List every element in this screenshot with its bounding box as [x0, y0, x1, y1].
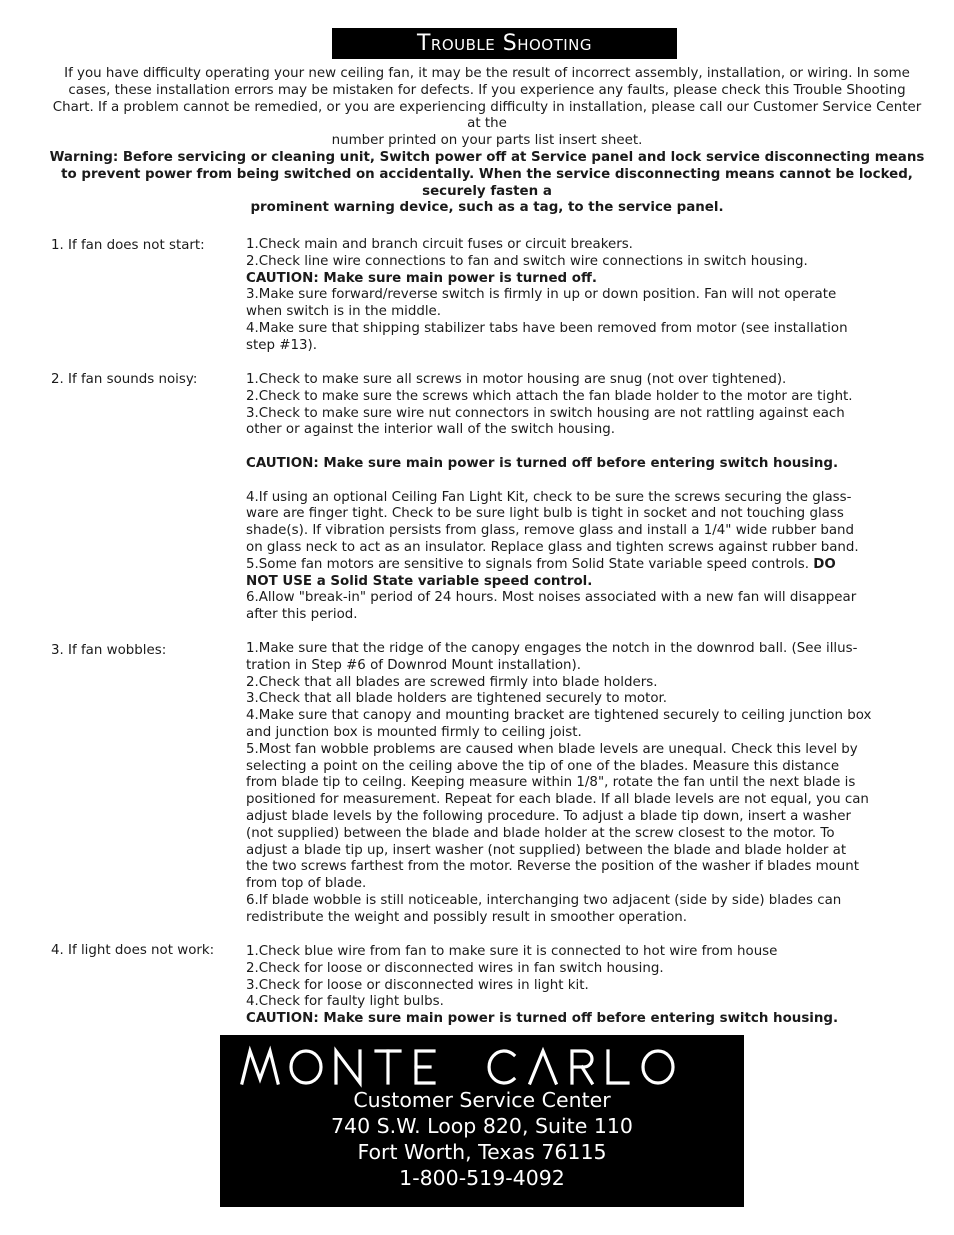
instruction-text: 5.Some fan motors are sensitive to signals from Solid State variable speed controls.	[246, 556, 814, 572]
instruction-text: the two screws farthest from the motor. Reverse the position of the washer if blades mount	[246, 859, 860, 875]
instruction-line	[246, 523, 914, 540]
instruction-line	[246, 641, 914, 658]
instruction-text: after this period.	[246, 607, 358, 623]
instruction-line	[246, 590, 914, 607]
instruction-line	[246, 540, 914, 557]
instruction-line	[246, 237, 914, 254]
instruction-line	[246, 691, 914, 708]
instruction-text: other or against the interior wall of the switch housing.	[246, 422, 615, 438]
caution-line	[246, 1011, 914, 1028]
street-address: 740 S.W. Loop 820, Suite 110	[331, 1114, 633, 1138]
city-state-zip: Fort Worth, Texas 76115	[357, 1140, 607, 1164]
section-label-fan-not-start: 1. If fan does not start:	[51, 238, 205, 253]
instruction-line	[246, 826, 914, 843]
instruction-text: 2.Check line wire connections to fan and switch wire connections in switch housing.	[246, 253, 808, 269]
instruction-text: tration in Step #6 of Downrod Mount installation).	[246, 657, 581, 673]
instruction-text: from top of blade.	[246, 876, 367, 892]
instruction-text: step #13).	[246, 337, 317, 353]
instruction-text: 3.Make sure forward/reverse switch is firmly in up or down position. Fan will not operate	[246, 287, 837, 303]
instruction-line	[246, 422, 914, 439]
instruction-text: adjust blade levels by the following procedure. To adjust a blade tip down, insert a washer	[246, 808, 851, 824]
section-label-fan-wobbles: 3. If fan wobbles:	[51, 643, 167, 658]
instruction-line	[246, 557, 914, 574]
warning-text-tail: prominent warning device, such as a tag, to the service panel.	[250, 200, 724, 216]
instruction-line	[246, 944, 914, 961]
instruction-line	[246, 843, 914, 860]
instruction-line	[246, 254, 914, 271]
instruction-line	[246, 893, 914, 910]
section-label-light-not-work: 4. If light does not work:	[51, 943, 215, 958]
instruction-text: 6.Allow "break-in" period of 24 hours. Most noises associated with a new fan will disappear	[246, 590, 857, 606]
intro-phone-note: number printed on your parts list insert sheet.	[331, 133, 643, 149]
section-body-light-not-work	[246, 944, 914, 1028]
instruction-text: from blade tip to ceilng. Keeping measure within 1/8", rotate the fan until the next blade is	[246, 775, 856, 791]
instruction-line	[246, 675, 914, 692]
page-title: Trouble Shooting	[332, 28, 677, 59]
instruction-text: positioned for measurement. Repeat for each blade. If all blade levels are not equal, you can	[246, 792, 869, 808]
instruction-text: shade(s). If vibration persists from glass, remove glass and install a 1/4" wide rubber band	[246, 523, 855, 539]
instruction-text: ware are finger tight. Check to be sure light bulb is tight in socket and not touching glass	[246, 506, 844, 522]
instruction-text: 6.If blade wobble is still noticeable, interchanging two adjacent (side by side) blades can	[246, 892, 842, 908]
instruction-text: 1.Check blue wire from fan to make sure it is connected to hot wire from house	[246, 944, 778, 959]
instruction-text: and junction box is mounted firmly to ceiling joist.	[246, 724, 582, 740]
instruction-line	[246, 389, 914, 406]
section-body-fan-not-start	[246, 237, 914, 355]
caution-line	[246, 574, 914, 591]
instruction-line	[246, 978, 914, 995]
line-spacer	[246, 473, 914, 490]
caution-line	[246, 456, 914, 473]
instruction-text: 4.If using an optional Ceiling Fan Light Kit, check to be sure the screws securing the glass-	[246, 489, 852, 505]
phone-number: 1-800-519-4092	[399, 1166, 565, 1190]
instruction-line	[246, 708, 914, 725]
instruction-text: 5.Most fan wobble problems are caused when blade levels are unequal. Check this level by	[246, 741, 858, 757]
instruction-line	[246, 910, 914, 927]
instruction-text: redistribute the weight and possibly result in smoother operation.	[246, 909, 688, 925]
caution-line	[246, 271, 914, 288]
instruction-text: 1.Check to make sure all screws in motor housing are snug (not over tightened).	[246, 372, 787, 387]
instruction-text: 3.Check to make sure wire nut connectors in switch housing are not rattling against each	[246, 405, 845, 421]
section-body-fan-noisy	[246, 372, 914, 624]
customer-service-heading: Customer Service Center	[353, 1088, 611, 1112]
instruction-text: CAUTION: Make sure main power is turned off.	[246, 270, 597, 286]
instruction-text: adjust a blade tip up, insert washer (not supplied) between the blade and blade holder at	[246, 842, 847, 858]
instruction-line	[246, 506, 914, 523]
instruction-text: NOT USE a Solid State variable speed control.	[246, 573, 593, 589]
instruction-text: 2.Check for loose or disconnected wires in fan switch housing.	[246, 960, 664, 976]
contact-lines	[220, 1087, 744, 1191]
instruction-text: 4.Make sure that shipping stabilizer tabs have been removed from motor (see installation	[246, 320, 848, 336]
instruction-text: selecting a point on the ceiling above the tip of one of the blades. Measure this distance	[246, 758, 840, 774]
warning-text: Warning: Before servicing or cleaning unit, Switch power off at Service panel and lock service disconnecting means to prevent power from being switched on accidentally. When the service disconnecting means cannot be locked, securely fasten a	[49, 149, 925, 199]
instruction-line	[246, 658, 914, 675]
line-spacer	[246, 439, 914, 456]
instruction-line	[246, 961, 914, 978]
instruction-text: on glass neck to act as an insulator. Replace glass and tighten screws against rubber band.	[246, 539, 859, 555]
instruction-line	[246, 775, 914, 792]
section-label-fan-noisy: 2. If fan sounds noisy:	[51, 372, 198, 387]
emphasis-text: DO	[813, 556, 836, 572]
monte-carlo-logo	[220, 1041, 744, 1093]
instruction-line	[246, 490, 914, 507]
instruction-text: 3.Check that all blade holders are tightened securely to motor.	[246, 691, 668, 707]
instruction-line	[246, 725, 914, 742]
instruction-text: 2.Check that all blades are screwed firmly into blade holders.	[246, 674, 658, 690]
instruction-line	[246, 792, 914, 809]
intro-paragraph: If you have difficulty operating your new ceiling fan, it may be the result of incorrect assembly, installation, or wiring. In some cases, these installation errors may be mistaken for defects. If you experience any faults, please check this Trouble Shooting Chart. If a problem cannot be remedied, or you are experiencing difficulty in installation, please call our Customer Service Center at the	[52, 66, 922, 132]
instruction-text: when switch is in the middle.	[246, 304, 442, 320]
instruction-line	[246, 809, 914, 826]
instruction-text: 1.Check main and branch circuit fuses or circuit breakers.	[246, 237, 633, 252]
instruction-line	[246, 338, 914, 355]
instruction-line	[246, 859, 914, 876]
instruction-line	[246, 607, 914, 624]
instruction-line	[246, 372, 914, 389]
instruction-text: 4.Check for faulty light bulbs.	[246, 994, 444, 1010]
instruction-line	[246, 876, 914, 893]
instruction-line	[246, 742, 914, 759]
instruction-text: 1.Make sure that the ridge of the canopy engages the notch in the downrod ball. (See illus-	[246, 641, 858, 656]
instruction-text: CAUTION: Make sure main power is turned off before entering switch housing.	[246, 455, 839, 471]
instruction-line	[246, 287, 914, 304]
intro-block	[48, 66, 926, 217]
section-body-fan-wobbles	[246, 641, 914, 927]
instruction-text: 4.Make sure that canopy and mounting bracket are tightened securely to ceiling junction box	[246, 708, 872, 724]
instruction-text: (not supplied) between the blade and blade holder at the screw closest to the motor. To	[246, 825, 835, 841]
contact-footer	[220, 1035, 744, 1207]
instruction-line	[246, 994, 914, 1011]
instruction-line	[246, 406, 914, 423]
instruction-line	[246, 321, 914, 338]
instruction-text: 2.Check to make sure the screws which attach the fan blade holder to the motor are tight.	[246, 388, 853, 404]
instruction-line	[246, 304, 914, 321]
instruction-text: CAUTION: Make sure main power is turned off before entering switch housing.	[246, 1011, 839, 1027]
instruction-line	[246, 759, 914, 776]
instruction-text: 3.Check for loose or disconnected wires in light kit.	[246, 977, 589, 993]
